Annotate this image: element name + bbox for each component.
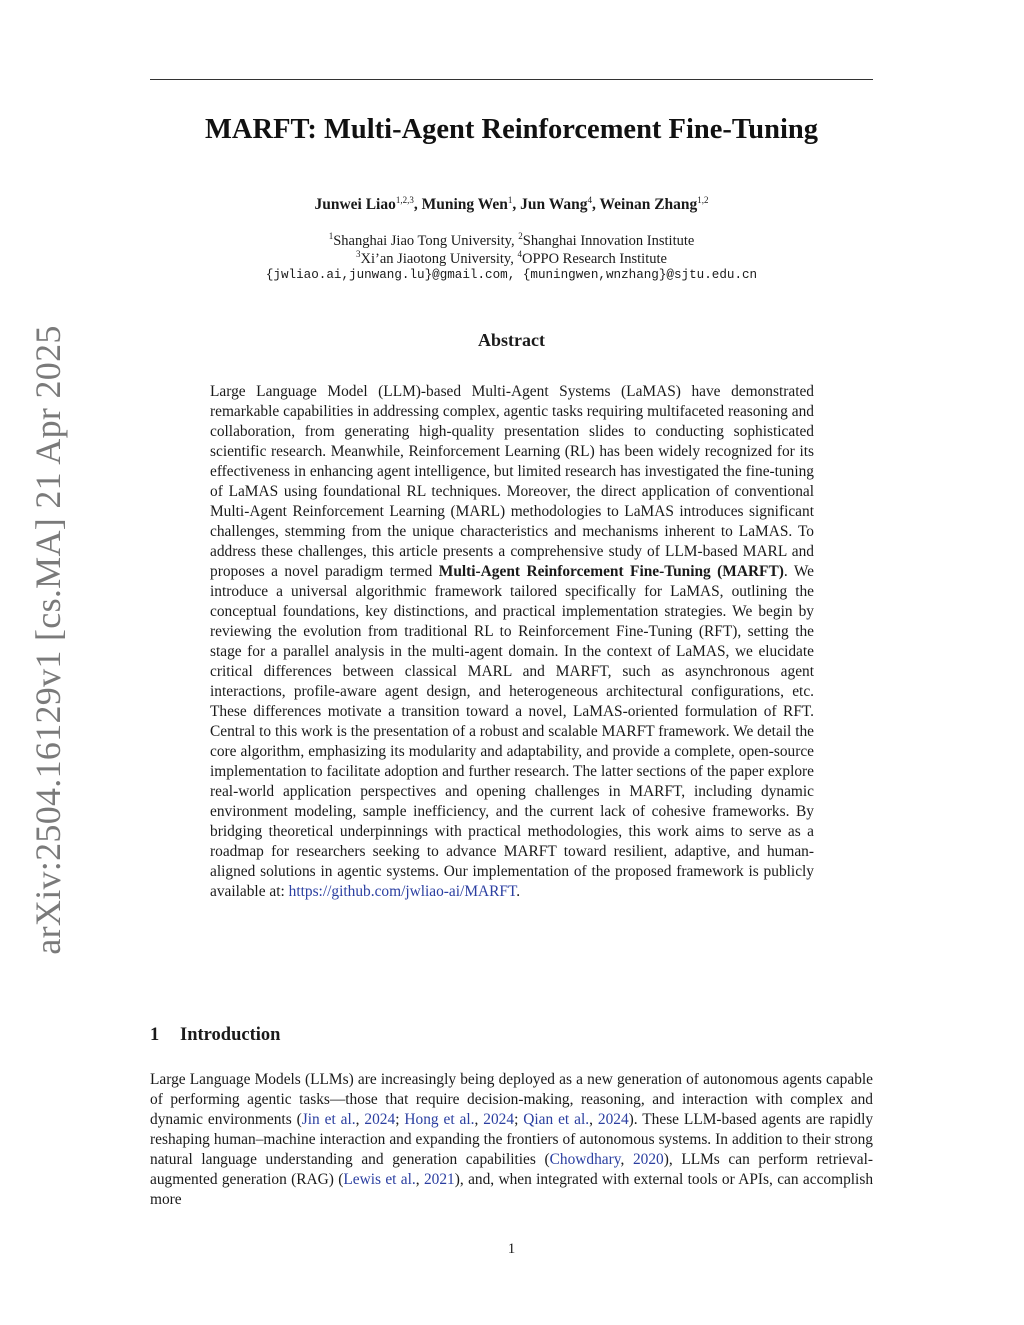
citation-link[interactable]: Hong et al. <box>404 1111 475 1128</box>
affil-sup: 4 <box>517 249 522 259</box>
citation-link[interactable]: Jin et al. <box>301 1111 356 1128</box>
author-affil-sup: 1 <box>507 195 513 205</box>
author-affil-sup: 1,2 <box>697 195 709 205</box>
citation-year-link[interactable]: 2024 <box>364 1111 396 1128</box>
arxiv-stamp: arXiv:2504.16129v1 [cs.MA] 21 Apr 2025 <box>28 325 68 955</box>
affil-sup: 2 <box>518 231 523 241</box>
abstract-heading: Abstract <box>478 330 545 350</box>
author-separator: , <box>512 196 521 214</box>
author-affil-sup: 4 <box>587 195 593 205</box>
abstract-body <box>210 382 814 902</box>
citation-link[interactable]: Lewis et al. <box>343 1171 416 1188</box>
section-heading <box>150 1025 280 1046</box>
intro-text: ), LLMs can perform retrieval-augmented generation (RAG) ( <box>150 1151 873 1188</box>
affil-name: Shanghai Innovation Institute <box>522 232 695 249</box>
abstract-text: . We introduce a universal algorithmic framework tailored specifically for LaMAS, outlining the conceptual foundations, key distinctions, and practical implementation strategies. We begin by reviewing the evolution from traditional RL to Reinforcement Fine-Tuning (RFT), setting the stage for a parallel analysis in the multi-agent domain. In the context of LaMAS, we elucidate critical differences between classical MARL and MARFT, such as asynchronous agent interactions, profile-aware agent design, and heterogeneous architectural configurations, etc. These differences motivate a transition toward a novel, LaMAS-oriented formulation of RFT. Central to this work is the presentation of a robust and scalable MARFT framework. We detail the core algorithm, emphasizing its modularity and adaptability, and provide a complete, open-source implementation to facilitate adoption and further research. The latter sections of the paper explore real-world application perspectives and opening challenges in MARFT, including dynamic environment modeling, sample inefficiency, and the current lack of cohesive frameworks. By bridging theoretical underpinnings with practical methodologies, this work aims to serve as a roadmap for researchers seeking to advance MARFT toward resilient, adaptive, and human-aligned solutions in agentic systems. Our implementation of the proposed framework is publicly available at: <box>210 563 814 900</box>
author-separator: , <box>592 196 600 214</box>
citation-link[interactable]: Chowdhary <box>549 1151 621 1168</box>
intro-text: Large Language Models (LLMs) are increasingly being deployed as a new generation of autonomous agents capable of performing agentic tasks—those that require decision-making, reasoning, and interaction with complex and dynamic environments ( <box>150 1071 873 1128</box>
affiliation-line-1 <box>150 231 873 250</box>
affil-name: Xi’an Jiaotong University, <box>360 250 518 267</box>
citation-year-link[interactable]: 2024 <box>483 1111 515 1128</box>
intro-text: ). These LLM-based agents are rapidly reshaping human–machine interaction and expanding the frontiers of autonomous systems. In addition to their strong natural language understanding and generation capabilities ( <box>150 1111 874 1168</box>
abstract-bold-term: Multi-Agent Reinforcement Fine-Tuning (MARFT) <box>438 563 784 580</box>
author-name: Junwei Liao <box>314 196 396 214</box>
intro-text: ), and, when integrated with external tools or APIs, can accomplish more <box>150 1171 874 1208</box>
author-list <box>150 195 873 214</box>
section-title: Introduction <box>180 1025 281 1045</box>
affil-sup: 1 <box>328 231 334 241</box>
abstract-text: Large Language Model (LLM)-based Multi-Agent Systems (LaMAS) have demonstrated remarkable capabilities in addressing complex, agentic tasks requiring multifaceted reasoning and collaboration, from generating high-quality presentation slides to conducting sophisticated scientific research. Meanwhile, Reinforcement Learning (RL) has been widely recognized for its effectiveness in enhancing agent intelligence, but limited research has investigated the fine-tuning of LaMAS using foundational RL techniques. Moreover, the direct application of conventional Multi-Agent Reinforcement Learning (MARL) methodologies to LaMAS introduces significant challenges, stemming from the unique characteristics and mechanisms inherent to LaMAS. To address these challenges, this article presents a comprehensive study of LLM-based MARL and proposes a novel paradigm termed <box>210 383 814 580</box>
author-separator: , <box>413 196 422 214</box>
author-name: Muning Wen <box>421 196 508 214</box>
author-name: Jun Wang <box>520 196 588 214</box>
section-number: 1 <box>150 1025 160 1045</box>
author-affil-sup: 1,2,3 <box>395 195 414 205</box>
introduction-paragraph: Large Language Models (LLMs) are increasingly being deployed as a new generation of autonomous agents capable of performing agentic tasks—those that require decision-making, reasoning, and interaction with complex and dynamic environments (Jin et al., 2024; Hong et al., 2024; Qian et al., 2024). These LLM-based agents are rapidly reshaping human–machine interaction and expanding the frontiers of autonomous systems. In addition to their strong natural language understanding and generation capabilities (Chowdhary, 2020), LLMs can perform retrieval-augmented generation (RAG) (Lewis et al., 2021), and, when integrated with external tools or APIs, can accomplish more <box>150 1071 874 1208</box>
abstract-text: . <box>516 883 521 900</box>
author-name: Weinan Zhang <box>599 196 698 214</box>
affiliation-line-2 <box>150 249 873 268</box>
github-link[interactable]: https://github.com/jwliao-ai/MARFT <box>288 883 517 900</box>
citation-year-link[interactable]: 2021 <box>423 1171 455 1188</box>
page-number: 1 <box>507 1241 516 1257</box>
paper-title: MARFT: Multi-Agent Reinforcement Fine-Tuning <box>205 114 818 145</box>
affil-name: OPPO Research Institute <box>521 250 667 267</box>
top-rule <box>150 79 873 80</box>
author-emails: {jwliao.ai,junwang.lu}@gmail.com, {muningwen,wnzhang}@sjtu.edu.cn <box>265 268 758 282</box>
citation-link[interactable]: Qian et al. <box>523 1111 590 1128</box>
citation-year-link[interactable]: 2020 <box>632 1151 664 1168</box>
citation-year-link[interactable]: 2024 <box>597 1111 629 1128</box>
affil-sup: 3 <box>356 249 361 259</box>
affil-name: Shanghai Jiao Tong University, <box>333 232 519 249</box>
